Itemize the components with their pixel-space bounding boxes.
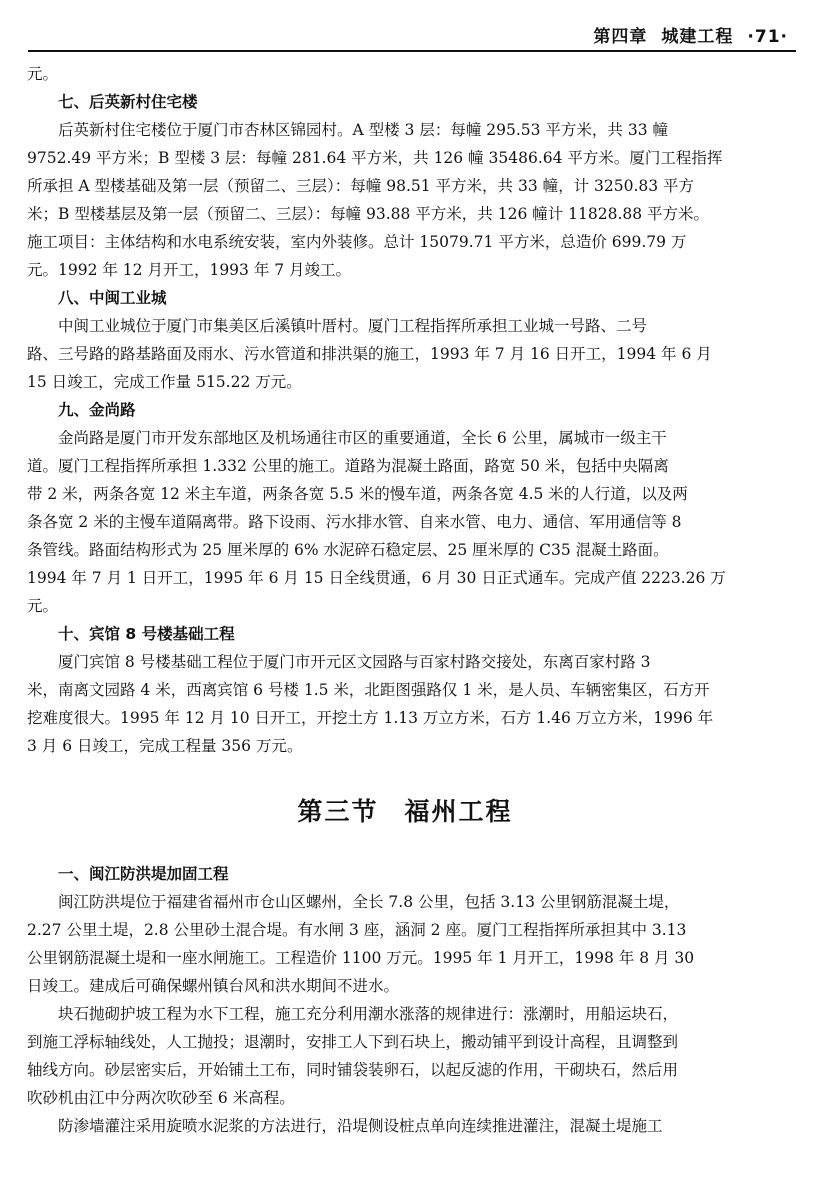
paragraph (27, 648, 791, 760)
running-head (593, 22, 788, 47)
paragraph (27, 116, 791, 284)
text-line: 闽江防洪堤位于福建省福州市仓山区螺州，全长 7.8 公里，包括 3.13 公里钢筋混凝土堤， (58, 893, 680, 911)
section-title (27, 792, 791, 832)
text-line: 条各宽 2 米的主慢车道隔离带。路下设雨、污水排水管、自来水管、电力、通信、军用通信等 8 (27, 513, 682, 531)
text-line: 防渗墙灌注采用旋喷水泥浆的方法进行，沿堤侧设桩点单向连续推进灌注，混凝土堤施工 (58, 1117, 663, 1135)
page-number: ·71· (747, 27, 788, 47)
page-header (28, 10, 796, 52)
text-line: 米；B 型楼基层及第一层（预留二、三层）：每幢 93.88 平方米，共 126 幢计 11828.88 平方米。 (27, 205, 710, 223)
text-line: 金尚路是厦门市开发东部地区及机场通往市区的重要通道，全长 6 公里，属城市一级主干 (58, 429, 667, 447)
paragraph (27, 888, 791, 1000)
section-number: 第三节 (297, 797, 379, 826)
text-line: 所承担 A 型楼基础及第一层（预留二、三层）：每幢 98.51 平方米，共 33 幢，计 3250.83 平方 (27, 177, 695, 195)
text-line: 挖难度很大。1995 年 12 月 10 日开工，开挖土方 1.13 万立方米，石方 1.46 万立方米，1996 年 (27, 709, 714, 727)
text-line: 施工项目：主体结构和水电系统安装，室内外装修。总计 15079.71 平方米，总造价 699.79 万 (27, 233, 687, 251)
text-line: 吹砂机由江中分两次吹砂至 6 米高程。 (27, 1089, 295, 1107)
subsection-heading: 一、闽江防洪堤加固工程 (58, 865, 229, 883)
page-body (27, 60, 791, 1140)
text-line: 厦门宾馆 8 号楼基础工程位于厦门市开元区文园路与百家村路交接处，东离百家村路 3 (58, 653, 651, 671)
text-line: 轴线方向。砂层密实后，开始铺土工布，同时铺袋装卵石，以起反滤的作用，干砌块石，然后用 (27, 1061, 679, 1079)
text-line: 3 月 6 日竣工，完成工程量 356 万元。 (27, 737, 303, 755)
text-line: 米，南离文园路 4 米，西离宾馆 6 号楼 1.5 米，北距图强路仅 1 米，是人员、车辆密集区，石方开 (27, 681, 710, 699)
chapter-title: 城建工程 (661, 27, 734, 47)
text-line: 元。 (27, 597, 59, 615)
text-line: 元。 (27, 65, 59, 83)
text-line: 块石抛砌护坡工程为水下工程，施工充分利用潮水涨落的规律进行：涨潮时，用船运块石， (58, 1005, 679, 1023)
paragraph (27, 1000, 791, 1112)
text-line: 中闽工业城位于厦门市集美区后溪镇叶厝村。厦门工程指挥所承担工业城一号路、二号 (58, 317, 648, 335)
paragraph (27, 312, 791, 396)
text-line: 元。1992 年 12 月开工，1993 年 7 月竣工。 (27, 261, 352, 279)
text-line: 9752.49 平方米；B 型楼 3 层：每幢 281.64 平方米，共 126 幢 35486.64 平方米。厦门工程指挥 (27, 149, 723, 167)
text-line: 后英新村住宅楼位于厦门市杏林区锦园村。A 型楼 3 层：每幢 295.53 平方米，共 33 幢 (58, 121, 669, 139)
text-line: 带 2 米，两条各宽 12 米主车道，两条各宽 5.5 米的慢车道，两条各宽 4.5 米的人行道，以及两 (27, 485, 688, 503)
text-line: 日竣工。建成后可确保螺州镇台风和洪水期间不进水。 (27, 977, 400, 995)
subsection-heading: 十、宾馆 8 号楼基础工程 (58, 625, 235, 643)
text-line: 路、三号路的路基路面及雨水、污水管道和排洪渠的施工，1993 年 7 月 16 日开工，1994 年 6 月 (27, 345, 712, 363)
text-line: 1994 年 7 月 1 日开工，1995 年 6 月 15 日全线贯通，6 月 30 日正式通车。完成产值 2223.26 万 (27, 569, 726, 587)
subsection-heading: 八、中闽工业城 (58, 289, 167, 307)
paragraph (27, 1112, 791, 1140)
section-name: 福州工程 (404, 797, 513, 826)
text-line: 条管线。路面结构形式为 25 厘米厚的 6% 水泥碎石稳定层、25 厘米厚的 C35 混凝土路面。 (27, 541, 669, 559)
text-line: 15 日竣工，完成工作量 515.22 万元。 (27, 373, 302, 391)
text-line: 道。厦门工程指挥所承担 1.332 公里的施工。道路为混凝土路面，路宽 50 米，包括中央隔离 (27, 457, 669, 475)
paragraph (27, 424, 791, 620)
chapter-label: 第四章 (593, 27, 648, 47)
subsection-heading: 七、后英新村住宅楼 (58, 93, 198, 111)
text-line: 2.27 公里土堤，2.8 公里砂土混合堤。有水闸 3 座，涵洞 2 座。厦门工程指挥所承担其中 3.13 (27, 921, 687, 939)
text-line: 到施工浮标轴线处，人工抛投；退潮时，安排工人下到石块上，搬动铺平到设计高程，且调整到 (27, 1033, 679, 1051)
subsection-heading: 九、金尚路 (58, 401, 136, 419)
text-line: 公里钢筋混凝土堤和一座水闸施工。工程造价 1100 万元。1995 年 1 月开工，1998 年 8 月 30 (27, 949, 695, 967)
